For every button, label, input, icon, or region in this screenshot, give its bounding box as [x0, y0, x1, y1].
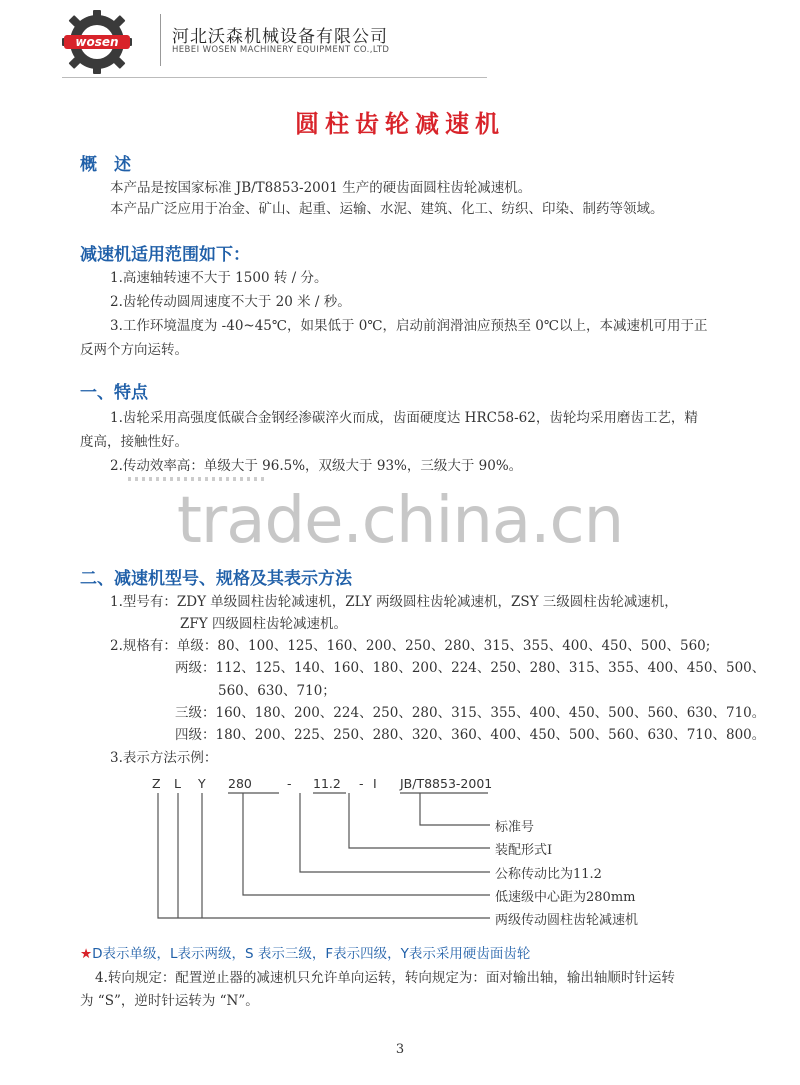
legend-ratio: 公称传动比为11.2 — [495, 867, 602, 882]
spec-three-stage: 三级：160、180、200、224、250、280、315、355、400、450、500、560、630、710。 — [175, 705, 766, 721]
spec-four-stage: 四级：180、200、225、250、280、320、360、400、450、500、560、630、710、800。 — [175, 727, 766, 743]
features-line: 度高，接触性好。 — [80, 434, 188, 450]
legend-assembly: 装配形式I — [495, 843, 553, 858]
models-line: 1.型号有：ZDY 单级圆柱齿轮减速机，ZLY 两级圆柱齿轮减速机，ZSY 三级圆柱齿轮减速机， — [110, 594, 678, 610]
type-note — [80, 942, 530, 962]
scope-heading: 减速机适用范围如下： — [80, 245, 250, 265]
spec-two-stage-cont: 560、630、710； — [218, 683, 336, 699]
scope-line: 3.工作环境温度为 -40~45℃，如果低于 0℃，启动前润滑油应预热至 0℃以上，本减速机可用于正 — [110, 318, 708, 334]
rotation-line: 为 “S”，逆时针运转为 “N”。 — [80, 993, 259, 1009]
watermark: trade.china.cn — [176, 484, 624, 558]
features-line: 2.传动效率高：单级大于 96.5%，双级大于 93%，三级大于 90%。 — [110, 458, 523, 474]
code-l: L — [174, 776, 181, 791]
code-standard: JB/T8853-2001 — [400, 776, 493, 791]
code-z: Z — [152, 776, 161, 791]
features-heading: 一、特点 — [80, 383, 148, 403]
code-dash: - — [287, 776, 292, 791]
legend-standard: 标准号 — [495, 820, 535, 835]
legend-type: 两级传动圆柱齿轮减速机 — [495, 913, 639, 928]
code-assembly: I — [373, 776, 377, 791]
star-icon: ★ — [80, 946, 93, 962]
spec-two-stage: 两级：112、125、140、160、180、200、224、250、280、315、355、400、450、500、 — [175, 660, 766, 676]
overview-line: 本产品是按国家标准 JB/T8853-2001 生产的硬齿面圆柱齿轮减速机。 — [110, 180, 532, 196]
features-line: 1.齿轮采用高强度低碳合金钢经渗碳淬火而成，齿面硬度达 HRC58-62，齿轮均采用磨齿工艺，精 — [110, 410, 698, 426]
models-heading: 二、减速机型号、规格及其表示方法 — [80, 569, 352, 589]
logo-text: wosen — [75, 35, 119, 49]
page-number: 3 — [395, 1042, 405, 1057]
company-name-cn: 河北沃森机械设备有限公司 — [172, 27, 388, 47]
code-center-distance: 280 — [228, 776, 252, 791]
page-title: 圆柱齿轮减速机 — [295, 110, 505, 138]
models-line: ZFY 四级圆柱齿轮减速机。 — [180, 616, 347, 632]
example-label: 3.表示方法示例： — [110, 750, 218, 766]
scope-line: 1.高速轴转速不大于 1500 转 / 分。 — [110, 270, 328, 286]
overview-heading: 概 述 — [80, 155, 131, 175]
scope-line: 2.齿轮传动圆周速度不大于 20 米 / 秒。 — [110, 294, 351, 310]
overview-line: 本产品广泛应用于冶金、矿山、起重、运输、水泥、建筑、化工、纺织、印染、制药等领域。 — [110, 201, 664, 217]
code-y: Y — [198, 776, 206, 791]
company-name-en: HEBEI WOSEN MACHINERY EQUIPMENT CO.,LTD — [172, 45, 390, 55]
scope-line: 反两个方向运转。 — [80, 342, 188, 358]
code-dash: - — [359, 776, 364, 791]
spec-single: 2.规格有：单级：80、100、125、160、200、250、280、315、355、400、450、500、560; — [110, 638, 711, 654]
rotation-line: 4.转向规定：配置逆止器的减速机只允许单向运转，转向规定为：面对输出轴，输出轴顺时针运转 — [95, 970, 675, 986]
type-note-text: D表示单级，L表示两级，S 表示三级，F表示四级，Y表示采用硬齿面齿轮 — [92, 946, 531, 962]
code-ratio: 11.2 — [313, 776, 341, 791]
legend-center-distance: 低速级中心距为280mm — [495, 890, 636, 905]
